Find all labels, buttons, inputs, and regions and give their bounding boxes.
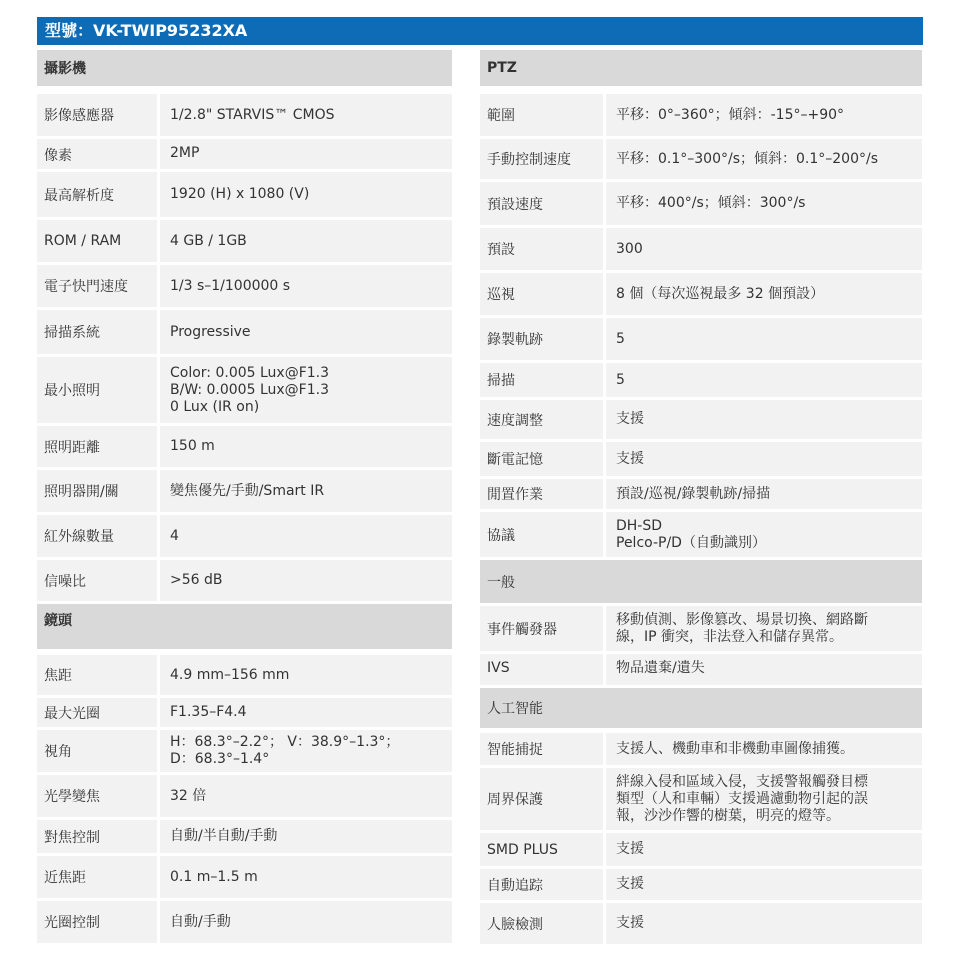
spec-value: 1/2.8" STARVIS™ CMOS [157, 94, 452, 139]
spec-label: 紅外線數量 [37, 515, 157, 560]
spec-row [37, 515, 452, 560]
spec-value: 2MP [157, 139, 452, 172]
section-ptz: PTZ [480, 50, 922, 89]
spec-value: 32 倍 [157, 775, 452, 820]
spec-row [480, 833, 922, 869]
spec-label: 錄製軌跡 [480, 318, 603, 363]
spec-label: 焦距 [37, 655, 157, 698]
spec-label: 協議 [480, 512, 603, 560]
spec-value: >56 dB [157, 560, 452, 604]
spec-label: 人臉檢測 [480, 903, 603, 947]
spec-value: 4.9 mm–156 mm [157, 655, 452, 698]
spec-label: 斷電記憶 [480, 442, 603, 479]
spec-value: F1.35–F4.4 [157, 698, 452, 730]
spec-label: 自動追踪 [480, 869, 603, 903]
spec-label: 最高解析度 [37, 172, 157, 220]
spec-value: Color: 0.005 Lux@F1.3 B/W: 0.0005 Lux@F1.3 0 Lux (IR on) [157, 357, 452, 426]
spec-value: 8 個（每次巡視最多 32 個預設） [603, 273, 922, 318]
section-camera: 攝影機 [37, 50, 452, 89]
spec-label: 電子快門速度 [37, 265, 157, 310]
spec-row [37, 856, 452, 901]
spec-value: 4 GB / 1GB [157, 220, 452, 265]
spec-row [37, 172, 452, 220]
spec-label: IVS [480, 654, 603, 688]
spec-row [37, 310, 452, 357]
spec-value: 支援 [603, 869, 922, 903]
spec-row [480, 903, 922, 947]
spec-value: 平移：0.1°–300°/s；傾斜：0.1°–200°/s [603, 139, 922, 182]
spec-label: 閒置作業 [480, 479, 603, 512]
spec-label: 對焦控制 [37, 820, 157, 856]
spec-label: 影像感應器 [37, 94, 157, 139]
spec-value: 支援 [603, 400, 922, 442]
spec-row [480, 442, 922, 479]
spec-row [37, 139, 452, 172]
spec-label: 像素 [37, 139, 157, 172]
spec-value: 絆線入侵和區域入侵，支援警報觸發目標 類型（人和車輛）支援過濾動物引起的誤 報，沙沙作響的樹葉，明亮的燈等。 [603, 768, 922, 833]
model-title: 型號：VK-TWIP95232XA [37, 17, 923, 45]
spec-value: 平移：0°–360°；傾斜：-15°–+90° [603, 94, 922, 139]
spec-label: 照明距離 [37, 426, 157, 470]
spec-label: SMD PLUS [480, 833, 603, 869]
spec-value: 5 [603, 318, 922, 363]
spec-value: 300 [603, 228, 922, 273]
spec-value: 支援 [603, 442, 922, 479]
spec-row [480, 606, 922, 654]
spec-value: 5 [603, 363, 922, 400]
spec-label: 信噪比 [37, 560, 157, 604]
spec-label: 最大光圈 [37, 698, 157, 730]
spec-row [37, 901, 452, 946]
spec-label: 光圈控制 [37, 901, 157, 946]
spec-label: 近焦距 [37, 856, 157, 901]
spec-value: 預設/巡視/錄製軌跡/掃描 [603, 479, 922, 512]
spec-row [480, 363, 922, 400]
spec-row [480, 768, 922, 833]
spec-row [480, 139, 922, 182]
spec-row [37, 265, 452, 310]
spec-value: 4 [157, 515, 452, 560]
spec-label: 掃描 [480, 363, 603, 400]
spec-value: 移動偵測、影像篡改、場景切換、網路斷 線，IP 衝突，非法登入和儲存異常。 [603, 606, 922, 654]
spec-row [480, 94, 922, 139]
spec-row [480, 654, 922, 688]
spec-value: 自動/半自動/手動 [157, 820, 452, 856]
spec-row [37, 426, 452, 470]
spec-row [480, 512, 922, 560]
spec-label: 巡視 [480, 273, 603, 318]
spec-value: 支援 [603, 833, 922, 869]
spec-row [480, 869, 922, 903]
spec-value: 0.1 m–1.5 m [157, 856, 452, 901]
spec-label: 預設 [480, 228, 603, 273]
spec-row [37, 655, 452, 698]
spec-row [37, 698, 452, 730]
spec-row [480, 733, 922, 768]
spec-value: H：68.3°–2.2°； V：38.9°–1.3°； D：68.3°–1.4° [157, 730, 452, 775]
spec-value: 平移：400°/s；傾斜：300°/s [603, 182, 922, 228]
spec-row [480, 318, 922, 363]
spec-value: 自動/手動 [157, 901, 452, 946]
left-column [37, 50, 452, 946]
spec-value: DH-SD Pelco-P/D（自動識別） [603, 512, 922, 560]
spec-row [480, 400, 922, 442]
spec-row [37, 820, 452, 856]
spec-row [480, 273, 922, 318]
spec-label: 光學變焦 [37, 775, 157, 820]
spec-value: 1920 (H) x 1080 (V) [157, 172, 452, 220]
spec-row [37, 730, 452, 775]
spec-row [480, 228, 922, 273]
spec-label: 最小照明 [37, 357, 157, 426]
spec-row [37, 775, 452, 820]
spec-value: 物品遺棄/遺失 [603, 654, 922, 688]
spec-value: 1/3 s–1/100000 s [157, 265, 452, 310]
spec-row [37, 94, 452, 139]
spec-value: 支援人、機動車和非機動車圖像捕獲。 [603, 733, 922, 768]
spec-label: 預設速度 [480, 182, 603, 228]
spec-label: 視角 [37, 730, 157, 775]
spec-label: 照明器開/關 [37, 470, 157, 515]
spec-row [480, 182, 922, 228]
spec-label: 速度調整 [480, 400, 603, 442]
spec-value: 支援 [603, 903, 922, 947]
right-column [480, 50, 922, 947]
spec-label: 周界保護 [480, 768, 603, 833]
spec-row [37, 560, 452, 604]
spec-row [480, 479, 922, 512]
spec-row [37, 357, 452, 426]
spec-label: 掃描系統 [37, 310, 157, 357]
spec-row [37, 470, 452, 515]
spec-label: 智能捕捉 [480, 733, 603, 768]
spec-value: Progressive [157, 310, 452, 357]
spec-label: 事件觸發器 [480, 606, 603, 654]
section-general: 一般 [480, 560, 922, 606]
spec-label: 手動控制速度 [480, 139, 603, 182]
section-lens: 鏡頭 [37, 604, 452, 652]
spec-label: ROM / RAM [37, 220, 157, 265]
spec-value: 變焦優先/手動/Smart IR [157, 470, 452, 515]
spec-value: 150 m [157, 426, 452, 470]
spec-row [37, 220, 452, 265]
section-ai: 人工智能 [480, 688, 922, 731]
spec-label: 範圍 [480, 94, 603, 139]
